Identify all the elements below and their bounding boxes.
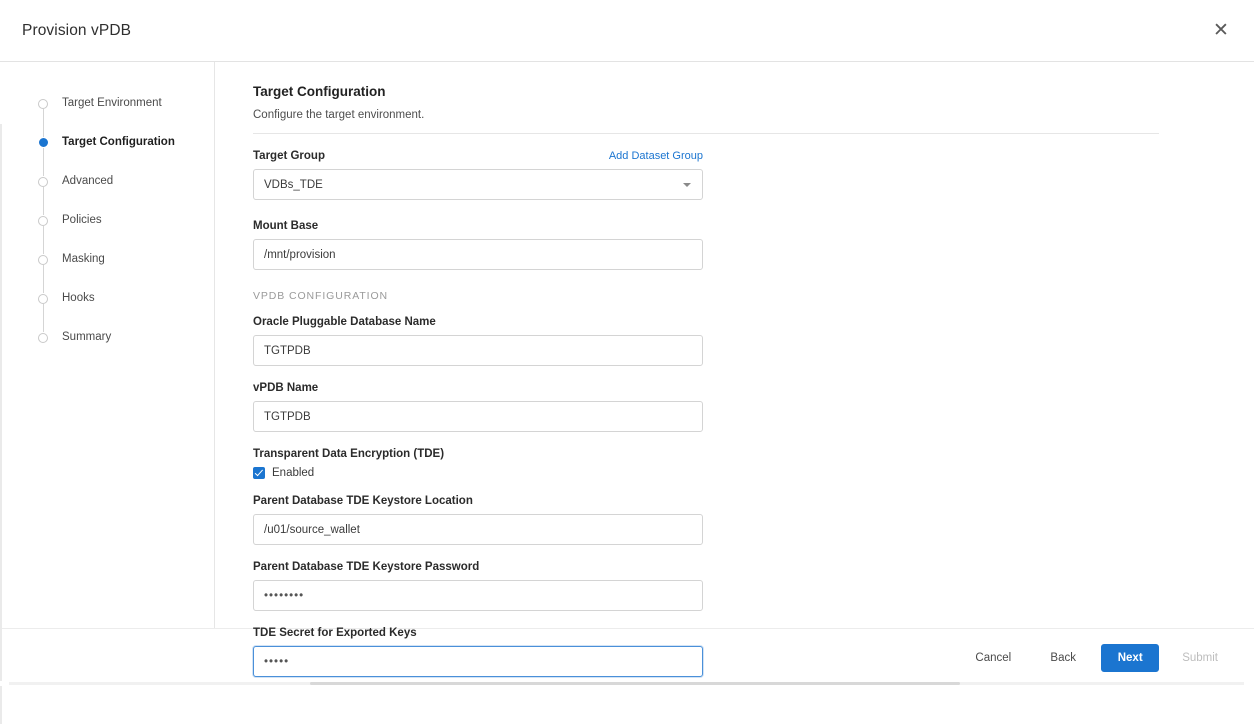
parent-keystore-location-value: /u01/source_wallet bbox=[264, 523, 360, 536]
step-dot-icon bbox=[38, 99, 48, 109]
step-dot-icon bbox=[38, 333, 48, 343]
tde-label-row bbox=[253, 448, 703, 460]
parent-keystore-password-label: Parent Database TDE Keystore Password bbox=[253, 561, 480, 573]
parent-keystore-location-label: Parent Database TDE Keystore Location bbox=[253, 495, 473, 507]
next-button[interactable]: Next bbox=[1101, 644, 1159, 672]
back-button[interactable]: Back bbox=[1050, 651, 1076, 664]
step-dot-icon bbox=[38, 294, 48, 304]
target-group-field bbox=[253, 150, 1254, 200]
parent-keystore-location-label-row bbox=[253, 495, 703, 507]
sidebar-item-summary[interactable] bbox=[0, 318, 214, 357]
step-connector bbox=[43, 226, 44, 254]
target-group-value: VDBs_TDE bbox=[264, 178, 323, 191]
step-dot-icon bbox=[38, 216, 48, 226]
chevron-down-icon bbox=[683, 183, 691, 187]
dialog-title: Provision vPDB bbox=[22, 21, 132, 39]
scrollbar-thumb[interactable] bbox=[310, 682, 960, 685]
sidebar-item-masking[interactable] bbox=[0, 240, 214, 279]
cancel-button[interactable]: Cancel bbox=[975, 651, 1012, 664]
target-group-label: Target Group bbox=[253, 150, 325, 162]
tde-secret-exported-keys-value: ••••• bbox=[264, 655, 290, 668]
mount-base-label: Mount Base bbox=[253, 220, 319, 232]
mount-base-value: /mnt/provision bbox=[264, 248, 336, 261]
tde-enabled-row bbox=[253, 467, 1254, 479]
step-label: Target Environment bbox=[62, 96, 162, 109]
step-dot-icon bbox=[38, 177, 48, 187]
sidebar-item-hooks[interactable] bbox=[0, 279, 214, 318]
wizard-stepper bbox=[0, 62, 215, 628]
dialog-header bbox=[0, 0, 1254, 62]
tde-secret-exported-keys-label: TDE Secret for Exported Keys bbox=[253, 627, 417, 639]
page-title: Target Configuration bbox=[253, 84, 386, 99]
tde-field bbox=[253, 448, 1254, 479]
mount-base-field bbox=[253, 220, 1254, 270]
vpdb-name-label-row bbox=[253, 382, 703, 394]
parent-keystore-password-value: •••••••• bbox=[264, 589, 305, 602]
sidebar-item-target-configuration[interactable] bbox=[0, 123, 214, 162]
step-connector bbox=[43, 304, 44, 332]
tde-label: Transparent Data Encryption (TDE) bbox=[253, 448, 445, 460]
step-label: Target Configuration bbox=[62, 135, 175, 148]
step-connector bbox=[43, 109, 44, 137]
sidebar-item-policies[interactable] bbox=[0, 201, 214, 240]
parent-keystore-location-field bbox=[253, 495, 1254, 545]
target-group-select[interactable] bbox=[253, 169, 703, 200]
step-label: Masking bbox=[62, 252, 105, 265]
parent-keystore-password-input[interactable] bbox=[253, 580, 703, 611]
step-label: Policies bbox=[62, 213, 102, 226]
submit-button: Submit bbox=[1182, 651, 1218, 664]
vpdb-configuration-heading: VPDB CONFIGURATION bbox=[253, 290, 389, 302]
step-dot-icon bbox=[39, 138, 48, 147]
oracle-pluggable-database-name-label-row bbox=[253, 316, 703, 328]
oracle-pluggable-database-name-label: Oracle Pluggable Database Name bbox=[253, 316, 436, 328]
vpdb-name-value: TGTPDB bbox=[264, 410, 311, 423]
section-divider bbox=[253, 133, 1159, 134]
sidebar-item-target-environment[interactable] bbox=[0, 84, 214, 123]
tde-enabled-label: Enabled bbox=[272, 467, 315, 479]
parent-keystore-password-label-row bbox=[253, 561, 703, 573]
step-connector bbox=[43, 148, 44, 176]
oracle-pluggable-database-name-value: TGTPDB bbox=[264, 344, 311, 357]
step-dot-icon bbox=[38, 255, 48, 265]
step-connector bbox=[43, 265, 44, 293]
vpdb-name-label: vPDB Name bbox=[253, 382, 319, 394]
sidebar-item-advanced[interactable] bbox=[0, 162, 214, 201]
tde-secret-exported-keys-field bbox=[253, 627, 1254, 677]
page-subtitle: Configure the target environment. bbox=[253, 109, 425, 121]
target-group-label-row bbox=[253, 150, 703, 162]
tde-enabled-checkbox[interactable] bbox=[253, 467, 265, 479]
oracle-pluggable-database-name-input[interactable] bbox=[253, 335, 703, 366]
horizontal-scrollbar[interactable] bbox=[0, 681, 1254, 686]
parent-keystore-location-input[interactable] bbox=[253, 514, 703, 545]
step-label: Hooks bbox=[62, 291, 95, 304]
step-connector bbox=[43, 187, 44, 215]
close-icon[interactable]: ✕ bbox=[1213, 20, 1229, 41]
vpdb-name-field bbox=[253, 382, 1254, 432]
tde-secret-exported-keys-label-row bbox=[253, 627, 703, 639]
vpdb-name-input[interactable] bbox=[253, 401, 703, 432]
add-dataset-group-link[interactable]: Add Dataset Group bbox=[608, 150, 703, 162]
step-label: Advanced bbox=[62, 174, 114, 187]
tde-secret-exported-keys-input[interactable] bbox=[253, 646, 703, 677]
mount-base-input[interactable] bbox=[253, 239, 703, 270]
parent-keystore-password-field bbox=[253, 561, 1254, 611]
oracle-pluggable-database-name-field bbox=[253, 316, 1254, 366]
mount-base-label-row bbox=[253, 220, 703, 232]
step-label: Summary bbox=[62, 330, 112, 343]
